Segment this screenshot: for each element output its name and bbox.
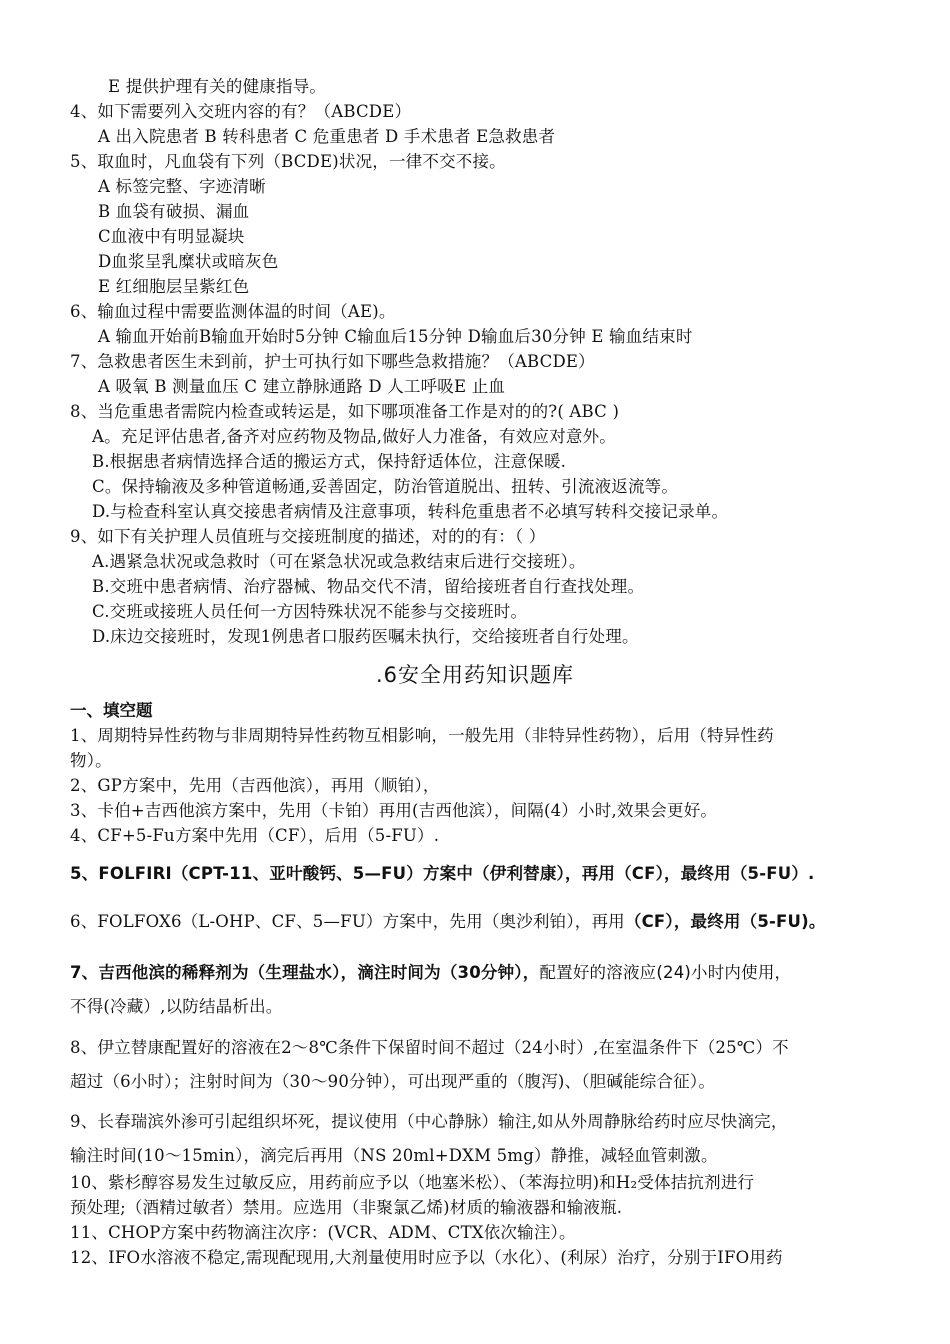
question-line: 输注时间(10～15min），滴完后再用（NS 20ml+DXM 5mg）静推，减轻血管刺激。: [70, 1146, 718, 1165]
page-title: .6安全用药知识题库: [375, 663, 575, 687]
question-line: 2、GP方案中，先用（吉西他滨），再用（顺铂），: [70, 776, 440, 795]
question-line: 超过（6小时）；注射时间为（30～90分钟），可出现严重的（腹泻)、（胆碱能综合征）。: [70, 1072, 716, 1091]
option-line: A 出入院患者 B 转科患者 C 危重患者 D 手术患者 E急救患者: [98, 127, 556, 146]
option-line: B.根据患者病情选择合适的搬运方式，保持舒适体位，注意保暖.: [92, 452, 567, 471]
question-line: 12、IFO水溶液不稳定,需现配现用,大剂量使用时应予以（水化）、(利尿）治疗，分别于IFO用药: [70, 1248, 783, 1267]
option-line: B 血袋有破损、漏血: [98, 202, 250, 221]
option-line: D.床边交接班时，发现1例患者口服药医嘱未执行，交给接班者自行处理。: [92, 627, 639, 646]
question-line: 5、取血时，凡血袋有下列（BCDE)状况，一律不交不接。: [70, 152, 506, 171]
question-line: 4、CF+5-Fu方案中先用（CF），后用（5-FU）.: [70, 826, 440, 845]
question-line: 预处理;（酒精过敏者）禁用。应选用（非聚氯乙烯)材质的输液器和输液瓶.: [70, 1198, 623, 1217]
option-line: A 输血开始前B输血开始时5分钟 C输血后15分钟 D输血后30分钟 E 输血结束时: [98, 327, 693, 346]
question-text-bold: 7、吉西他滨的稀释剂为（生理盐水），滴注时间为（30分钟），: [70, 963, 540, 982]
question-line: 8、当危重患者需院内检查或转运是，如下哪项准备工作是对的的?( ABC ): [70, 402, 620, 421]
question-line: 11、CHOP方案中药物滴注次序：(VCR、ADM、CTX依次输注）。: [70, 1223, 576, 1242]
option-line: D血浆呈乳糜状或暗灰色: [98, 252, 279, 271]
question-line: 10、紫杉醇容易发生过敏反应，用药前应予以（地塞米松）、（苯海拉明)和H₂受体拮抗剂进行: [70, 1173, 755, 1192]
question-line: [70, 962, 791, 984]
section-heading: 一、填空题: [70, 701, 153, 720]
question-line: 8、伊立替康配置好的溶液在2～8℃条件下保留时间不超过（24小时）,在室温条件下（25℃）不: [70, 1038, 789, 1057]
question-line: 9、如下有关护理人员值班与交接班制度的描述，对的的有：（ ）: [70, 527, 546, 546]
option-line: A 标签完整、字迹清晰: [98, 177, 266, 196]
question-line: 5、FOLFIRI（CPT-11、亚叶酸钙、5—FU）方案中（伊利替康），再用（CF），最终用（5-FU）.: [70, 864, 815, 883]
question-line: 7、急救患者医生未到前，护士可执行如下哪些急救措施？（ABCDE）: [70, 352, 595, 371]
question-text: 6、FOLFOX6（L-OHP、CF、5—FU）方案中，先用（奥沙利铂），再用: [70, 912, 625, 931]
question-line: 9、长春瑞滨外渗可引起组织坏死，提议使用（中心静脉）输注,如从外周静脉给药时应尽快滴完，: [70, 1112, 788, 1131]
question-text-bold: （CF），最终用（5-FU)。: [624, 912, 826, 931]
option-line: E 提供护理有关的健康指导。: [108, 77, 327, 96]
question-line: 6、输血过程中需要监测体温的时间（AE)。: [70, 302, 396, 321]
option-line: A。充足评估患者,备齐对应药物及物品,做好人力准备，有效应对意外。: [92, 427, 617, 446]
question-line: 3、卡伯+吉西他滨方案中，先用（卡铂）再用(吉西他滨），间隔(4）小时,效果会更好。: [70, 801, 718, 820]
question-line: 不得(冷藏）,以防结晶析出。: [70, 997, 283, 1016]
option-line: E 红细胞层呈紫红色: [98, 277, 250, 296]
question-line: 1、周期特异性药物与非周期特异性药物互相影响，一般先用（非特异性药物），后用（特异性药: [70, 726, 774, 745]
option-line: C.交班或接班人员任何一方因特殊状况不能参与交接班时。: [92, 602, 528, 621]
option-line: D.与检查科室认真交接患者病情及注意事项，转科危重患者不必填写转科交接记录单。: [92, 502, 729, 521]
option-line: A.遇紧急状况或急救时（可在紧急状况或急救结束后进行交接班）。: [92, 552, 586, 571]
option-line: C。保持输液及多种管道畅通,妥善固定，防治管道脱出、扭转、引流液返流等。: [92, 477, 679, 496]
question-line: 物）。: [70, 751, 112, 770]
question-text: 配置好的溶液应(24)小时内使用，: [539, 963, 792, 982]
question-line: [70, 911, 826, 933]
option-line: B.交班中患者病情、治疗器械、物品交代不清，留给接班者自行查找处理。: [92, 577, 645, 596]
question-line: 4、如下需要列入交班内容的有？（ABCDE）: [70, 102, 412, 121]
option-line: C血液中有明显凝块: [98, 227, 245, 246]
option-line: A 吸氧 B 测量血压 C 建立静脉通路 D 人工呼吸E 止血: [98, 377, 506, 396]
